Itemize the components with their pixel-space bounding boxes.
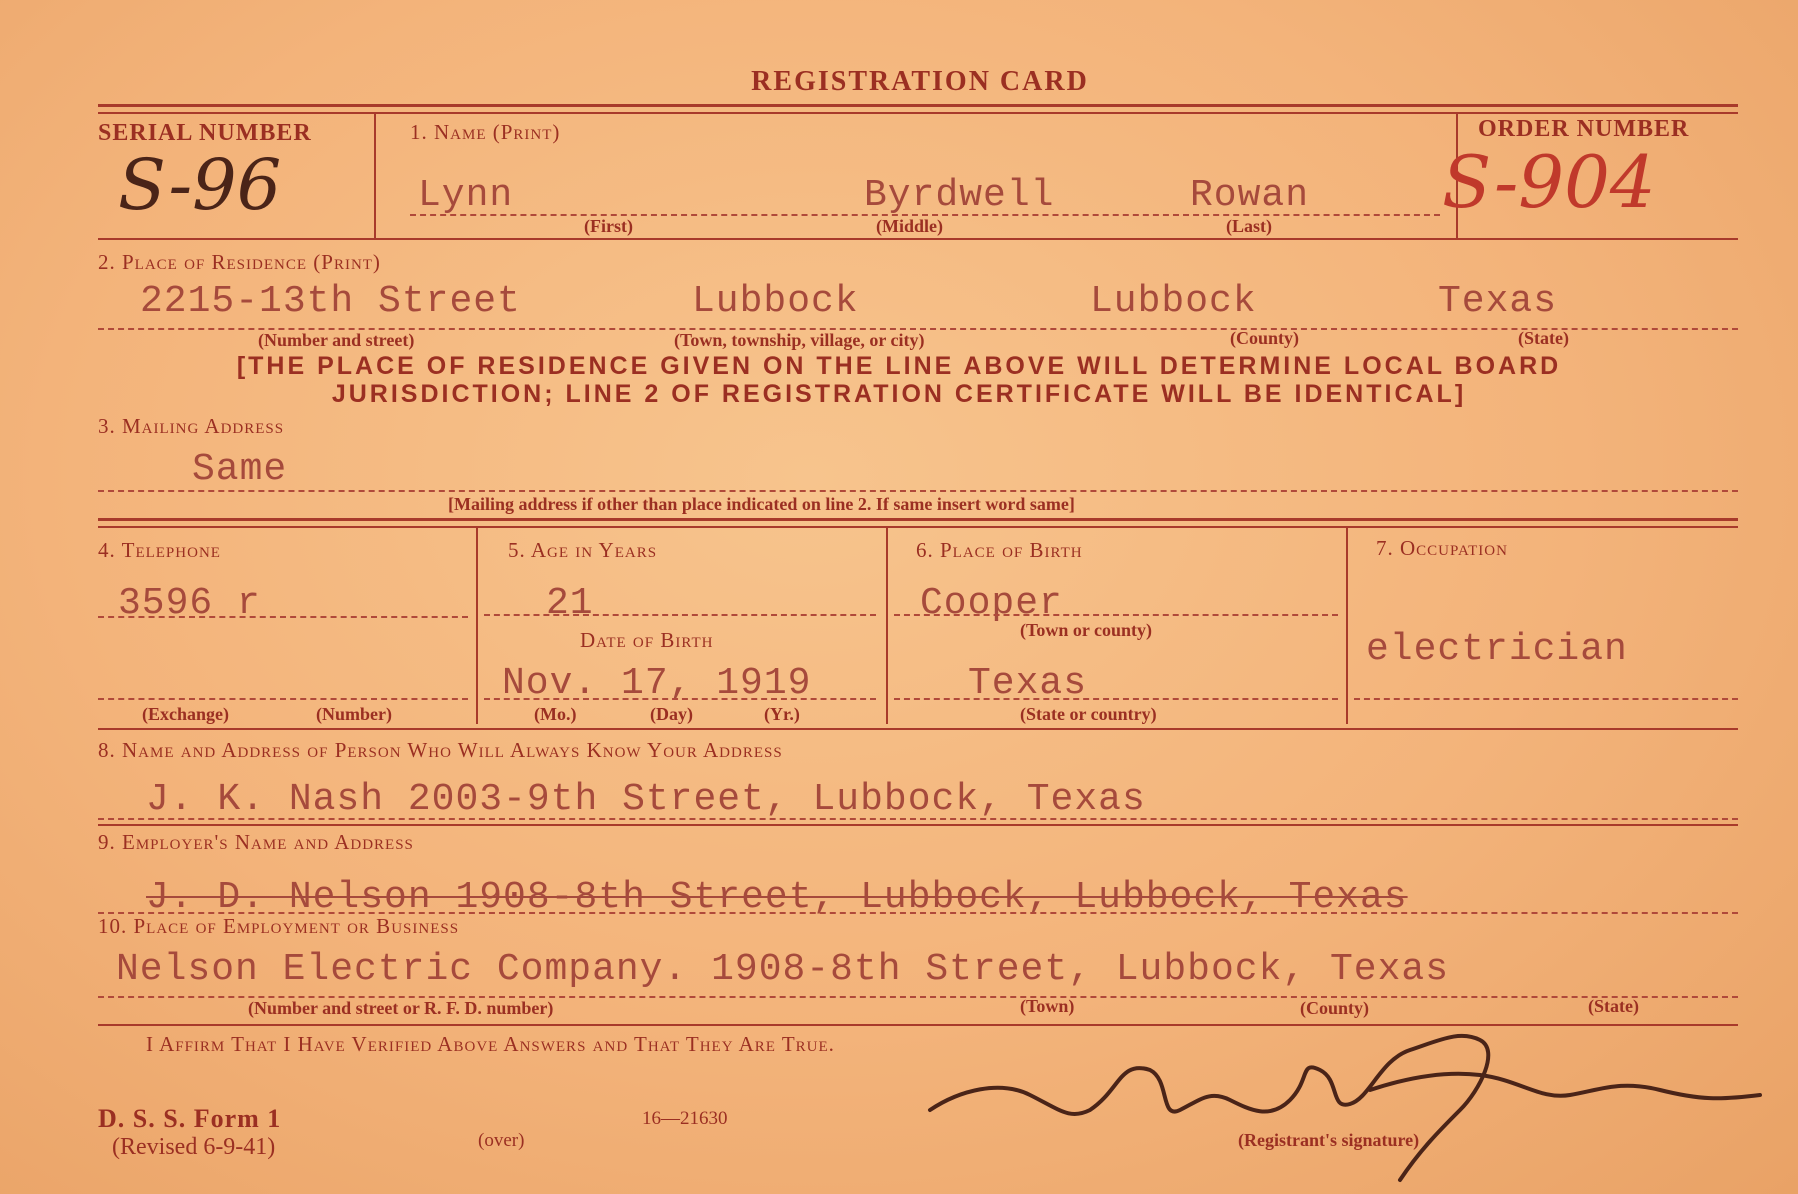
residence-town: Lubbock: [692, 280, 859, 323]
residence-town-caption: (Town, township, village, or city): [674, 330, 925, 350]
contact-value: J. K. Nash 2003-9th Street, Lubbock, Texas: [146, 778, 1146, 821]
contact-line: [98, 818, 1738, 820]
contact-label: 8. Name and Address of Person Who Will Always Know Your Address: [98, 738, 783, 762]
col-divider-1: [476, 528, 478, 724]
telephone-line-2: [98, 698, 468, 700]
birthplace-label: 6. Place of Birth: [916, 538, 1083, 562]
age-line: [484, 614, 876, 616]
residence-state-caption: (State): [1518, 328, 1569, 348]
row1-rule: [98, 238, 1738, 240]
residence-label: 2. Place of Residence (Print): [98, 250, 381, 274]
top-rule: [98, 104, 1738, 107]
employment-street-caption: (Number and street or R. F. D. number): [248, 998, 554, 1018]
employment-state-caption: (State): [1588, 996, 1639, 1016]
row3-rule: [98, 518, 1738, 521]
mailing-caption: [Mailing address if other than place indicated on line 2. If same insert word same]: [448, 494, 1075, 514]
order-label: ORDER NUMBER: [1478, 116, 1690, 142]
dob-day-caption: (Day): [650, 704, 693, 724]
dob-value: Nov. 17, 1919: [502, 662, 812, 705]
employer-label: 9. Employer's Name and Address: [98, 830, 414, 854]
birthplace-state-caption: (State or country): [1020, 704, 1157, 724]
name-first: Lynn: [418, 174, 514, 217]
row4-rule: [98, 728, 1738, 730]
residence-county-caption: (County): [1230, 328, 1300, 348]
name-last-caption: (Last): [1226, 216, 1272, 236]
occupation-line: [1354, 698, 1738, 700]
col-divider-3: [1346, 528, 1348, 724]
serial-value: S-96: [118, 144, 282, 226]
employment-value: Nelson Electric Company. 1908-8th Street, Lubbock, Texas: [116, 948, 1450, 991]
birthplace-line-1: [894, 614, 1338, 616]
birthplace-line-2: [894, 698, 1338, 700]
top-rule-inner: [98, 112, 1738, 114]
name-last: Rowan: [1190, 174, 1310, 217]
name-first-caption: (First): [584, 216, 633, 236]
telephone-value: 3596 r: [118, 582, 261, 625]
col-divider-2: [886, 528, 888, 724]
row8-rule: [98, 824, 1738, 826]
residence-notice-1: [THE PLACE OF RESIDENCE GIVEN ON THE LINE ABOVE WILL DETERMINE LOCAL BOARD: [236, 352, 1562, 380]
dob-mo-caption: (Mo.): [534, 704, 577, 724]
name-middle: Byrdwell: [864, 174, 1055, 217]
affirmation-text: I Affirm That I Have Verified Above Answers and That They Are True.: [146, 1032, 835, 1056]
residence-street: 2215-13th Street: [140, 280, 521, 323]
birthplace-town-caption: (Town or county): [1020, 620, 1153, 640]
row3-rule-inner: [98, 526, 1738, 528]
card-title: REGISTRATION CARD: [751, 66, 1089, 97]
telephone-line-1: [98, 616, 468, 618]
residence-notice-2: JURISDICTION; LINE 2 OF REGISTRATION CERTIFICATE WILL BE IDENTICAL]: [331, 380, 1467, 408]
employment-town-caption: (Town): [1020, 996, 1075, 1016]
birthplace-town: Cooper: [920, 582, 1063, 625]
print-code: 16—21630: [642, 1108, 728, 1129]
residence-street-caption: (Number and street): [258, 330, 415, 350]
serial-label: SERIAL NUMBER: [98, 120, 312, 146]
residence-county: Lubbock: [1090, 280, 1257, 323]
mailing-label: 3. Mailing Address: [98, 414, 285, 438]
name-middle-caption: (Middle): [876, 216, 943, 236]
name-label: 1. Name (Print): [410, 120, 561, 144]
signature-caption: (Registrant's signature): [1238, 1130, 1420, 1150]
mailing-line: [98, 490, 1738, 492]
form-number: D. S. S. Form 1: [98, 1104, 282, 1133]
telephone-exchange-caption: (Exchange): [142, 704, 229, 724]
age-label: 5. Age in Years: [508, 538, 658, 562]
employment-label: 10. Place of Employment or Business: [98, 914, 460, 938]
age-value: 21: [546, 582, 594, 625]
order-value: S-904: [1442, 140, 1656, 224]
residence-state: Texas: [1438, 280, 1558, 323]
occupation-label: 7. Occupation: [1376, 536, 1508, 560]
mailing-value: Same: [192, 448, 288, 491]
dob-label: Date of Birth: [580, 628, 714, 652]
birthplace-state: Texas: [968, 662, 1088, 705]
dob-line: [484, 698, 876, 700]
serial-divider: [374, 112, 376, 238]
dob-yr-caption: (Yr.): [764, 704, 800, 724]
form-revised: (Revised 6-9-41): [112, 1134, 276, 1160]
over-note: (over): [478, 1130, 525, 1151]
occupation-value: electrician: [1366, 628, 1628, 671]
employment-county-caption: (County): [1300, 998, 1370, 1018]
telephone-label: 4. Telephone: [98, 538, 221, 562]
telephone-number-caption: (Number): [316, 704, 392, 724]
employer-value: J. D. Nelson 1908-8th Street, Lubbock, Lubbock, Texas: [146, 876, 1408, 919]
